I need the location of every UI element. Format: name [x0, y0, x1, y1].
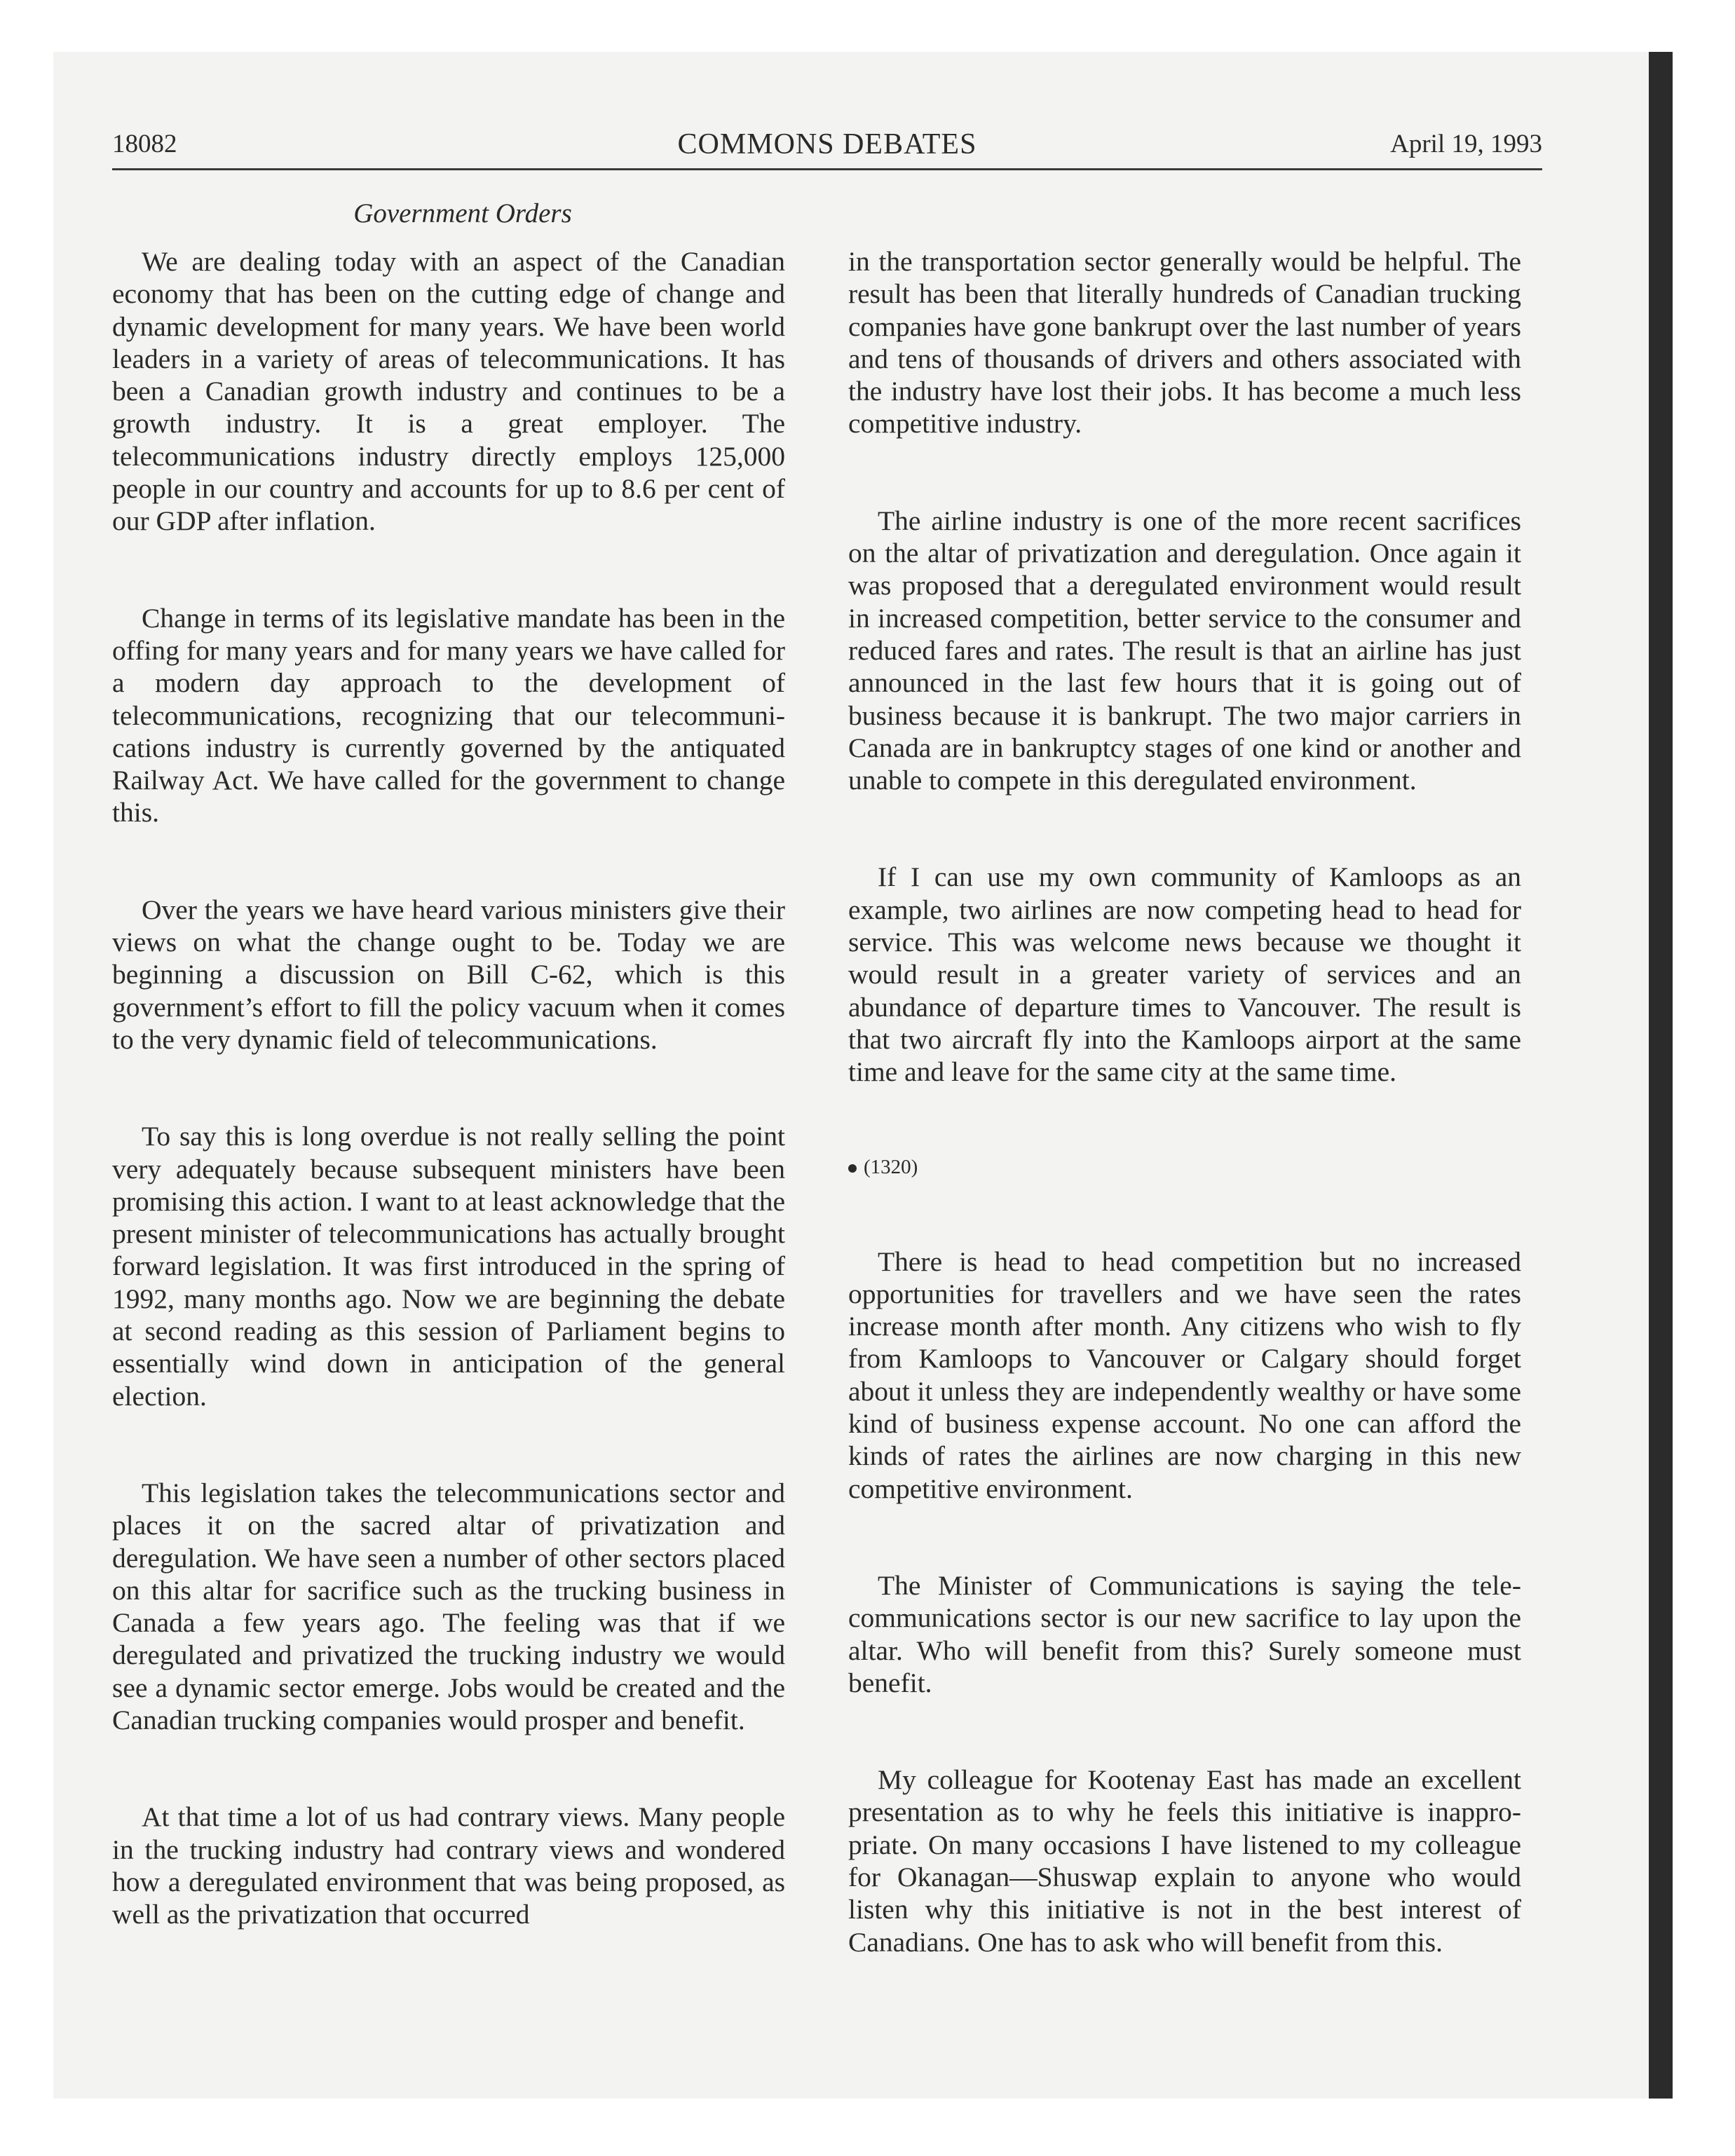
paragraph: This legislation takes the telecommunications sector and places it on the sacred altar of privatization and deregulation. We have seen a number of other sectors placed on this altar for sacrifice such as the trucking business in Canada a few years ago. The feeling was that if we deregulated and privatized the trucking industry we would see a dynamic sector emerge. Jobs would be created and the Canadian trucking companies would prosper and benefit. — [112, 1477, 785, 1735]
paragraph: Change in terms of its legislative mandate has been in the offing for many years and for many years we have called for a modern day approach to the development of telecommunications, recognizing that our telecommunications industry is currently governed by the antiquated Railway Act. We have called for the government to change this. — [112, 602, 785, 828]
publication-title: COMMONS DEBATES — [677, 128, 977, 161]
publication-date: April 19, 1993 — [1390, 130, 1542, 158]
page-header — [112, 125, 1542, 170]
left-column — [112, 245, 785, 1995]
paragraph: The airline industry is one of the more recent sacrifices on the altar of privatization and deregulation. Once again it was proposed that a deregulated environment would result in increased competition, better service to the consumer and reduced fares and rates. The result is that an airline has just announced in the last few hours that it is going out of business because it is bankrupt. The two major carriers in Canada are in bankruptcy stages of one kind or another and unable to compete in this deregulated environment. — [848, 505, 1521, 796]
time-marker — [848, 1153, 1521, 1181]
paragraph: We are dealing today with an aspect of the Canadian economy that has been on the cutting edge of change and dynamic development for many years. We have been world leaders in a variety of areas of telecommunications. It has been a Canadian growth industry and continues to be a growth industry. It is a great employer. The telecommunications industry directly employs 125,000 people in our country and accounts for up to 8.6 per cent of our GDP after inflation. — [112, 246, 785, 537]
paragraph: The Minister of Communications is saying the telecommunications sector is our new sacrifice to lay upon the altar. Who will benefit from this? Surely someone must benefit. — [848, 1569, 1521, 1698]
bullet-icon — [848, 1164, 857, 1173]
paragraph: My colleague for Kootenay East has made an excellent presentation as to why he feels this initiative is inappropriate. On many occasions I have listened to my colleague for Okanagan—Shuswap explain to anyone who would listen why this initiative is not in the best interest of Canadians. One has to ask who will benefit from this. — [848, 1764, 1521, 1958]
time-marker-text: (1320) — [864, 1155, 918, 1178]
paragraph: At that time a lot of us had contrary views. Many people in the trucking industry had contrary views and wondered how a deregulated environment that was being proposed, as well as the privatization that occurred — [112, 1801, 785, 1930]
paragraph: To say this is long overdue is not really selling the point very adequately because subsequent ministers have been promising this action. I want to at least acknowledge that the present minister of telecommunications has actually brought forward legislation. It was first introduced in the spring of 1992, many months ago. Now we are beginning the debate at second reading as this session of Parliament begins to essentially wind down in anticipation of the general election. — [112, 1121, 785, 1412]
right-column — [848, 245, 1521, 2023]
paragraph: If I can use my own community of Kamloops as an example, two airlines are now competing head to head for service. This was welcome news because we thought it would result in a greater variety of services and an abundance of departure times to Vancouver. The result is that two aircraft fly into the Kamloops airport at the same time and leave for the same city at the same time. — [848, 861, 1521, 1088]
section-label: Government Orders — [353, 198, 572, 228]
paragraph: Over the years we have heard various ministers give their views on what the change ought to be. Today we are beginning a discussion on Bill C-62, which is this government’s effort to fill the policy vacuum when it comes to the very dynamic field of telecommunications. — [112, 894, 785, 1055]
scan-edge-shadow — [1649, 52, 1673, 2099]
page-number: 18082 — [112, 130, 177, 158]
paragraph: There is head to head competition but no increased opportunities for travellers and we have seen the rates increase month after month. Any citizens who wish to fly from Kamloops to Vancouver or Calgary should forget about it unless they are independently wealthy or have some kind of business expense account. No one can afford the kinds of rates the airlines are now charging in this new competitive environment. — [848, 1246, 1521, 1504]
paragraph-continuation: in the transportation sector generally would be helpful. The result has been that literally hundreds of Canadian trucking companies have gone bankrupt over the last number of years and tens of thousands of drivers and others associated with the industry have lost their jobs. It has become a much less competitive industry. — [848, 246, 1521, 439]
